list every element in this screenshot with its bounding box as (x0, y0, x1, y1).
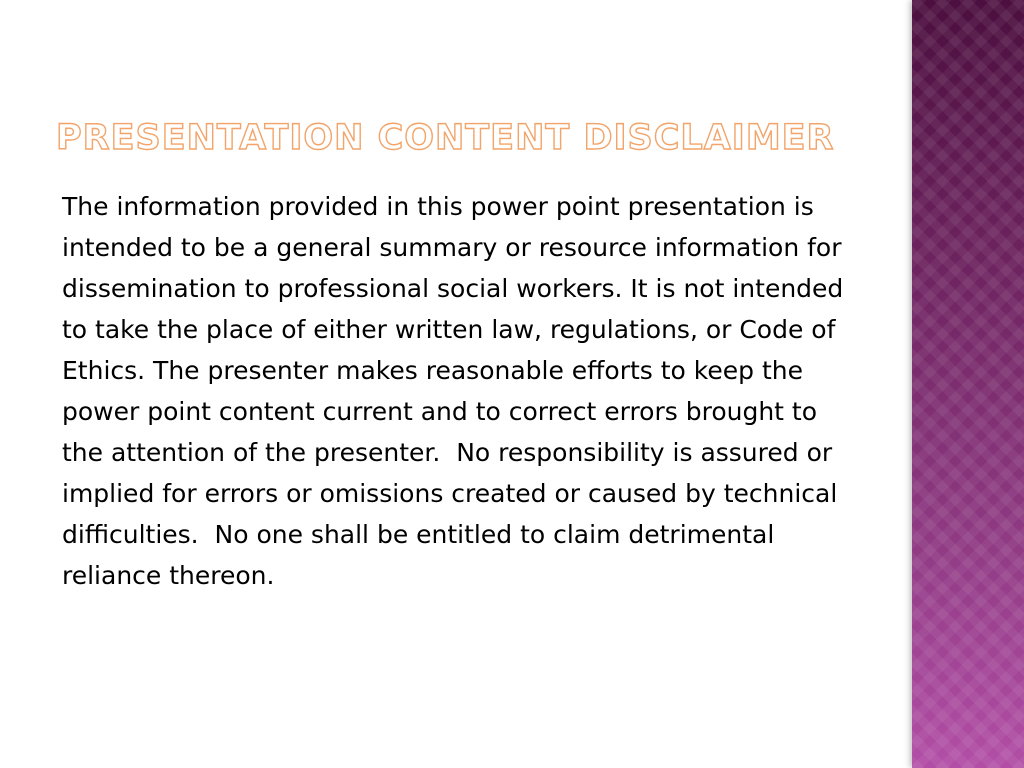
decorative-side-band (912, 0, 1024, 768)
slide-title: PRESENTATION CONTENT DISCLAIMER (56, 118, 835, 158)
disclaimer-body: The information provided in this power point presentation is intended to be a general summary or resource information for dissemination to professional social workers. It is not intended to take the place of either written law, regulations, or Code of Ethics. The presenter makes reasonable efforts to keep the power point content current and to correct errors brought to the attention of the presenter. No responsibility is assured or implied for errors or omissions created or caused by technical difficulties. No one shall be entitled to claim detrimental reliance thereon. (62, 192, 852, 590)
